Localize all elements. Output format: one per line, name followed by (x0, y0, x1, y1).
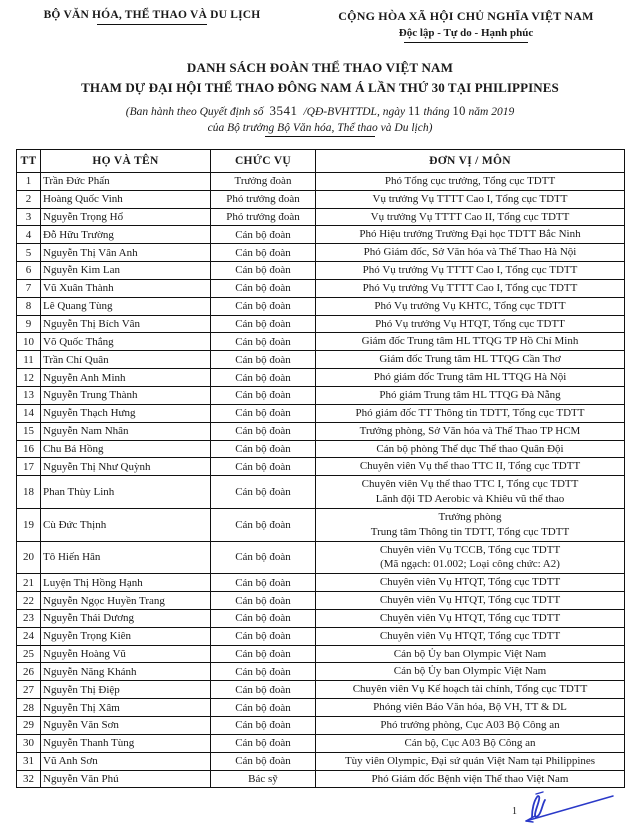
ministry-underline (97, 24, 207, 25)
cell-unit-line1: Trưởng phòng (438, 510, 502, 523)
roster-table-wrapper (16, 149, 624, 789)
cell-unit (316, 369, 625, 387)
cell-name: Nguyễn Thị Như Quỳnh (41, 458, 211, 476)
cell-unit-line1: Phó Vụ trưởng Vụ TTTT Cao I, Tổng cục TDTT (362, 264, 578, 277)
table-row (17, 717, 625, 735)
table-row (17, 226, 625, 244)
cell-unit (316, 541, 625, 574)
cell-role: Cán bộ đoàn (211, 574, 316, 592)
cell-unit (316, 627, 625, 645)
decision-day: 11 (407, 104, 421, 118)
cell-tt: 25 (17, 645, 41, 663)
column-header-tt: TT (17, 149, 41, 172)
table-row (17, 476, 625, 509)
cell-tt: 19 (17, 508, 41, 541)
cell-name: Nguyễn Anh Minh (41, 369, 211, 387)
document-title-line2: THAM DỰ ĐẠI HỘI THỂ THAO ĐÔNG NAM Á LẦN THỨ 30 TẠI PHILIPPINES (81, 80, 559, 95)
cell-role: Cán bộ đoàn (211, 440, 316, 458)
table-row (17, 440, 625, 458)
cell-unit (316, 279, 625, 297)
cell-unit (316, 208, 625, 226)
cell-name: Nguyễn Thị Điệp (41, 681, 211, 699)
cell-name: Võ Quốc Thắng (41, 333, 211, 351)
cell-tt: 16 (17, 440, 41, 458)
handwritten-signature-mark (518, 791, 618, 823)
cell-tt: 5 (17, 244, 41, 262)
table-row (17, 627, 625, 645)
table-row (17, 609, 625, 627)
table-row (17, 645, 625, 663)
cell-unit-line1: Cán bộ Ủy ban Olympic Việt Nam (393, 647, 547, 660)
table-row (17, 681, 625, 699)
table-row (17, 315, 625, 333)
cell-unit-line1: Phó Vụ trưởng Vụ KHTC, Tổng cục TDTT (374, 299, 566, 312)
table-row (17, 663, 625, 681)
table-row (17, 369, 625, 387)
cell-unit-line1: Cán bộ Ủy ban Olympic Việt Nam (393, 665, 547, 678)
table-row (17, 351, 625, 369)
table-row (17, 574, 625, 592)
cell-role: Trưởng đoàn (211, 172, 316, 190)
cell-unit-line1: Phó giám đốc Trung tâm HL TTQG Hà Nội (373, 371, 567, 384)
cell-unit (316, 681, 625, 699)
cell-unit (316, 190, 625, 208)
cell-unit-line2: (Mã ngạch: 01.002; Loại công chức: A2) (380, 558, 560, 571)
cell-unit-line1: Vụ trưởng Vụ TTTT Cao I, Tổng cục TDTT (372, 192, 568, 205)
decision-reference (0, 102, 640, 121)
table-row (17, 458, 625, 476)
national-motto: Độc lập - Tự do - Hạnh phúc (398, 27, 534, 39)
cell-role: Cán bộ đoàn (211, 717, 316, 735)
cell-unit (316, 458, 625, 476)
cell-unit (316, 262, 625, 280)
ministry-name: BỘ VĂN HÓA, THỂ THAO VÀ DU LỊCH (43, 9, 261, 21)
table-row (17, 699, 625, 717)
cell-unit (316, 404, 625, 422)
cell-unit (316, 609, 625, 627)
table-row (17, 592, 625, 610)
cell-name: Luyện Thị Hồng Hạnh (41, 574, 211, 592)
cell-tt: 31 (17, 752, 41, 770)
cell-unit-line1: Phó Vụ trưởng Vụ TTTT Cao I, Tổng cục TDTT (362, 281, 578, 294)
cell-unit-line2: Trung tâm Thông tin TDTT, Tổng cục TDTT (370, 525, 570, 538)
decision-prefix: (Ban hành theo Quyết định số (125, 106, 264, 118)
cell-unit-line1: Chuyên viên Vụ HTQT, Tổng cục TDTT (379, 629, 561, 642)
table-row (17, 386, 625, 404)
cell-name: Nguyễn Hoàng Vũ (41, 645, 211, 663)
cell-name: Chu Bá Hồng (41, 440, 211, 458)
cell-name: Đỗ Hữu Trường (41, 226, 211, 244)
cell-unit-line1: Phó trưởng phòng, Cục A03 Bộ Công an (380, 719, 560, 731)
cell-name: Nguyễn Văn Phú (41, 770, 211, 788)
cell-unit-line1: Vụ trưởng Vụ TTTT Cao II, Tổng cục TDTT (370, 210, 570, 223)
cell-tt: 8 (17, 297, 41, 315)
cell-role: Cán bộ đoàn (211, 315, 316, 333)
cell-unit-line1: Chuyên viên Vụ HTQT, Tổng cục TDTT (379, 611, 561, 624)
cell-unit-line1: Chuyên viên Vụ Kế hoạch tài chính, Tổng cục TDTT (352, 683, 588, 696)
cell-tt: 17 (17, 458, 41, 476)
cell-tt: 14 (17, 404, 41, 422)
cell-name: Hoàng Quốc Vinh (41, 190, 211, 208)
cell-unit-line2: Lãnh đội TD Aerobic và Khiêu vũ thể thao (375, 493, 565, 506)
cell-role: Cán bộ đoàn (211, 386, 316, 404)
cell-role: Cán bộ đoàn (211, 351, 316, 369)
cell-name: Vũ Anh Sơn (41, 752, 211, 770)
table-row (17, 333, 625, 351)
cell-unit-line1: Phó giám Trung tâm HL TTQG Đà Nẵng (379, 388, 561, 401)
cell-name: Phan Thùy Linh (41, 476, 211, 509)
cell-unit-line1: Phó Vụ trưởng Vụ HTQT, Tổng cục TDTT (375, 317, 565, 330)
decision-number: 3541 (269, 103, 298, 118)
cell-unit (316, 440, 625, 458)
cell-tt: 6 (17, 262, 41, 280)
cell-tt: 21 (17, 574, 41, 592)
cell-name: Tô Hiến Hân (41, 541, 211, 574)
cell-unit (316, 645, 625, 663)
cell-unit-line1: Chuyên viên Vụ HTQT, Tổng cục TDTT (379, 594, 561, 607)
cell-unit-line1: Phó giám đốc TT Thông tin TDTT, Tổng cục TDTT (355, 406, 585, 419)
table-row (17, 404, 625, 422)
cell-tt: 28 (17, 699, 41, 717)
cell-unit (316, 297, 625, 315)
cell-unit (316, 717, 625, 735)
cell-tt: 27 (17, 681, 41, 699)
cell-unit (316, 770, 625, 788)
cell-unit (316, 244, 625, 262)
cell-unit (316, 663, 625, 681)
table-row (17, 208, 625, 226)
cell-name: Nguyễn Kim Lan (41, 262, 211, 280)
cell-tt: 13 (17, 386, 41, 404)
cell-name: Nguyễn Thái Dương (41, 609, 211, 627)
cell-role: Cán bộ đoàn (211, 663, 316, 681)
cell-role: Bác sỹ (211, 770, 316, 788)
cell-name: Trần Chí Quân (41, 351, 211, 369)
cell-role: Cán bộ đoàn (211, 279, 316, 297)
cell-unit-line1: Chuyên viên Vụ TCCB, Tổng cục TDTT (379, 543, 561, 556)
cell-unit (316, 508, 625, 541)
roster-table-body (17, 172, 625, 788)
cell-tt: 15 (17, 422, 41, 440)
cell-name: Nguyễn Trung Thành (41, 386, 211, 404)
cell-unit-line1: Chuyên viên Vụ HTQT, Tổng cục TDTT (379, 576, 561, 589)
cell-unit (316, 699, 625, 717)
cell-name: Nguyễn Trọng Kiên (41, 627, 211, 645)
table-row (17, 541, 625, 574)
cell-tt: 20 (17, 541, 41, 574)
cell-unit (316, 574, 625, 592)
roster-table (16, 149, 625, 789)
table-row (17, 190, 625, 208)
cell-unit (316, 226, 625, 244)
republic-name: CỘNG HÒA XÃ HỘI CHỦ NGHĨA VIỆT NAM (338, 9, 594, 23)
cell-role: Cán bộ đoàn (211, 244, 316, 262)
cell-tt: 32 (17, 770, 41, 788)
cell-role: Cán bộ đoàn (211, 541, 316, 574)
cell-name: Lê Quang Tùng (41, 297, 211, 315)
decision-month: 10 (452, 104, 466, 118)
table-row (17, 734, 625, 752)
cell-unit (316, 422, 625, 440)
cell-role: Cán bộ đoàn (211, 734, 316, 752)
decision-month-label: tháng (423, 106, 450, 118)
cell-tt: 12 (17, 369, 41, 387)
title-underline (265, 136, 375, 137)
cell-unit-line1: Giám đốc Trung tâm HL TTQG Cần Thơ (379, 353, 561, 366)
table-row (17, 172, 625, 190)
table-row (17, 244, 625, 262)
motto-underline (404, 42, 528, 43)
decision-suffix: /QĐ-BVHTTDL, ngày (303, 106, 406, 118)
cell-role: Cán bộ đoàn (211, 262, 316, 280)
cell-unit-line1: Phó Tổng cục trưởng, Tổng cục TDTT (384, 174, 556, 187)
cell-name: Cù Đức Thịnh (41, 508, 211, 541)
column-header-name: HỌ VÀ TÊN (41, 149, 211, 172)
cell-tt: 23 (17, 609, 41, 627)
cell-name: Trần Đức Phấn (41, 172, 211, 190)
cell-name: Nguyễn Trọng Hổ (41, 208, 211, 226)
cell-name: Nguyễn Thị Xâm (41, 699, 211, 717)
cell-tt: 11 (17, 351, 41, 369)
cell-role: Cán bộ đoàn (211, 609, 316, 627)
table-row (17, 262, 625, 280)
cell-role: Cán bộ đoàn (211, 297, 316, 315)
cell-role: Cán bộ đoàn (211, 404, 316, 422)
cell-name: Nguyễn Nam Nhân (41, 422, 211, 440)
table-row (17, 279, 625, 297)
ministry-block (6, 9, 298, 25)
column-header-role: CHỨC VỤ (211, 149, 316, 172)
cell-unit (316, 752, 625, 770)
page-number: 1 (512, 806, 517, 817)
table-row (17, 422, 625, 440)
decision-issuer: của Bộ trưởng Bộ Văn hóa, Thể thao và Du lịch) (207, 121, 433, 134)
cell-unit-line1: Chuyên viên Vụ thể thao TTC I, Tổng cục TDTT (361, 478, 579, 491)
cell-role: Phó trưởng đoàn (211, 208, 316, 226)
cell-role: Cán bộ đoàn (211, 508, 316, 541)
cell-role: Cán bộ đoàn (211, 699, 316, 717)
table-header-row (17, 149, 625, 172)
cell-role: Cán bộ đoàn (211, 627, 316, 645)
cell-name: Nguyễn Thạch Hưng (41, 404, 211, 422)
table-row (17, 297, 625, 315)
cell-unit-line1: Phó Hiệu trưởng Trường Đại học TDTT Bắc Ninh (359, 228, 581, 241)
page-footer (504, 787, 624, 821)
cell-unit-line1: Tùy viên Olympic, Đại sứ quán Việt Nam tại Philippines (344, 754, 596, 767)
cell-role: Cán bộ đoàn (211, 681, 316, 699)
cell-tt: 9 (17, 315, 41, 333)
cell-role: Cán bộ đoàn (211, 458, 316, 476)
cell-tt: 18 (17, 476, 41, 509)
cell-tt: 30 (17, 734, 41, 752)
cell-name: Nguyễn Thị Vân Anh (41, 244, 211, 262)
cell-tt: 24 (17, 627, 41, 645)
column-header-unit: ĐƠN VỊ / MÔN (316, 149, 625, 172)
cell-role: Cán bộ đoàn (211, 645, 316, 663)
cell-unit-line1: Cán bộ phòng Thể dục Thể thao Quân Đội (376, 442, 564, 455)
cell-unit-line1: Trưởng phòng, Sở Văn hóa và Thể Thao TP HCM (359, 424, 581, 437)
cell-unit (316, 734, 625, 752)
title-block (0, 60, 640, 137)
cell-tt: 3 (17, 208, 41, 226)
cell-role: Cán bộ đoàn (211, 333, 316, 351)
cell-unit-line1: Cán bộ, Cục A03 Bộ Công an (404, 736, 536, 749)
cell-unit-line1: Phó Giám đốc, Sở Văn hóa và Thể Thao Hà Nội (363, 246, 577, 259)
decision-year: năm 2019 (468, 106, 515, 118)
cell-unit (316, 315, 625, 333)
cell-tt: 7 (17, 279, 41, 297)
cell-name: Nguyễn Ngọc Huyền Trang (41, 592, 211, 610)
cell-role: Phó trưởng đoàn (211, 190, 316, 208)
cell-unit (316, 333, 625, 351)
cell-tt: 4 (17, 226, 41, 244)
cell-name: Nguyễn Thị Bích Vân (41, 315, 211, 333)
cell-tt: 2 (17, 190, 41, 208)
cell-name: Vũ Xuân Thành (41, 279, 211, 297)
republic-block (298, 9, 634, 43)
cell-name: Nguyễn Văn Sơn (41, 717, 211, 735)
table-row (17, 752, 625, 770)
cell-role: Cán bộ đoàn (211, 422, 316, 440)
cell-role: Cán bộ đoàn (211, 369, 316, 387)
cell-unit-line1: Chuyên viên Vụ thể thao TTC II, Tổng cục TDTT (359, 460, 581, 473)
cell-tt: 29 (17, 717, 41, 735)
document-header (0, 0, 640, 43)
cell-role: Cán bộ đoàn (211, 476, 316, 509)
cell-unit (316, 476, 625, 509)
cell-role: Cán bộ đoàn (211, 752, 316, 770)
cell-unit (316, 386, 625, 404)
table-row (17, 508, 625, 541)
cell-unit-line1: Phóng viên Báo Văn hóa, Bộ VH, TT & DL (373, 701, 567, 714)
cell-tt: 1 (17, 172, 41, 190)
cell-unit (316, 592, 625, 610)
cell-unit-line1: Phó Giám đốc Bệnh viện Thể thao Việt Nam (371, 772, 569, 785)
cell-tt: 10 (17, 333, 41, 351)
cell-tt: 22 (17, 592, 41, 610)
cell-role: Cán bộ đoàn (211, 592, 316, 610)
cell-role: Cán bộ đoàn (211, 226, 316, 244)
cell-name: Nguyễn Thanh Tùng (41, 734, 211, 752)
cell-unit (316, 172, 625, 190)
table-row (17, 770, 625, 788)
cell-unit (316, 351, 625, 369)
cell-unit-line1: Giám đốc Trung tâm HL TTQG TP Hồ Chí Minh (361, 335, 579, 348)
cell-name: Nguyễn Năng Khánh (41, 663, 211, 681)
cell-tt: 26 (17, 663, 41, 681)
document-title-line1: DANH SÁCH ĐOÀN THỂ THAO VIỆT NAM (186, 60, 454, 75)
